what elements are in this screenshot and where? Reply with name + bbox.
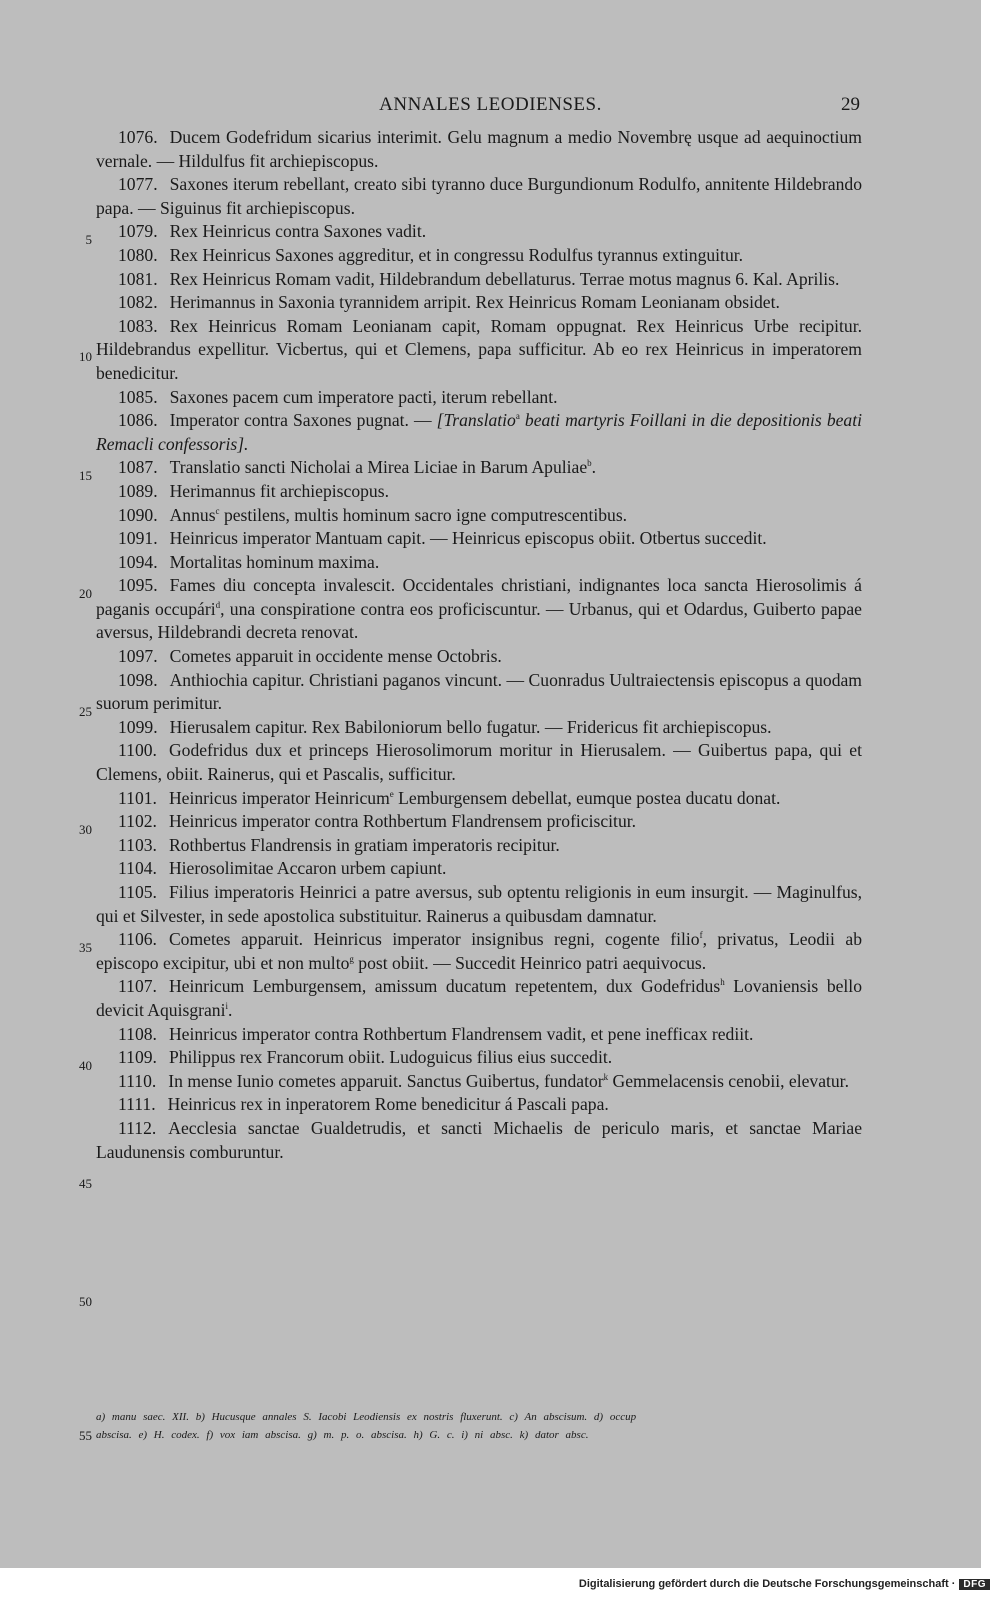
entry-year: 1080. — [118, 244, 158, 265]
entry-text: Philippus rex Francorum obiit. Ludoguicus filius eius succedit. — [168, 1047, 613, 1068]
entry-text: Rothbertus Flandrensis in gratiam imperatoris recipitur. — [168, 834, 560, 855]
annal-entry — [96, 315, 862, 386]
entry-text: In mense Iunio cometes apparuit. Sanctus Guibertus, fundator — [168, 1070, 604, 1091]
entry-text: Filius imperatoris Heinrici a patre aversus, sub optentu religionis in eum insurgit. — Maginulfus, qui et Silvester, in sede apostolica substituitur. Rainerus a quibusdam damnatur. — [96, 882, 862, 926]
entry-year: 1102. — [118, 811, 157, 832]
entry-year: 1100. — [118, 740, 157, 761]
entry-text: Translatio sancti Nicholai a Mirea Liciae in Barum Apuliae — [169, 457, 588, 478]
digitization-credit — [579, 1578, 990, 1590]
annal-entry — [96, 787, 862, 811]
entry-text: post obiit. — Succedit Heinrico patri aequivocus. — [353, 952, 707, 973]
entry-text: . — [591, 457, 597, 478]
entry-text: Cometes apparuit in occidente mense Octobris. — [169, 646, 502, 667]
annal-entry — [96, 1070, 862, 1094]
annal-entry — [96, 173, 862, 220]
line-number: 20 — [79, 586, 92, 601]
line-number: 35 — [79, 940, 92, 955]
entry-year: 1103. — [118, 834, 157, 855]
annal-entry — [96, 504, 862, 528]
footnotes-line-2: abscisa. e) H. codex. f) vox iam abscisa. g) m. p. o. abscisa. h) G. c. i) ni absc. k) dator absc. — [96, 1429, 589, 1441]
entry-text: Rex Heinricus Romam vadit, Hildebrandum debellaturus. Terrae motus magnus 6. Kal. Aprilis. — [169, 268, 840, 289]
annal-entry — [96, 975, 862, 1022]
footnote-marker: c — [215, 505, 220, 516]
entry-year: 1097. — [118, 646, 158, 667]
entry-year: 1111. — [118, 1094, 156, 1115]
entry-year: 1098. — [118, 669, 158, 690]
entry-text: Heinricus rex in inperatorem Rome benedicitur á Pascali papa. — [167, 1094, 609, 1115]
annal-entry — [96, 739, 862, 786]
line-number: 55 — [79, 1428, 92, 1443]
entry-text: Imperator contra Saxones pugnat. — — [169, 410, 432, 431]
entry-text: Ducem Godefridum sicarius interimit. Gelu magnum a medio Novembrę usque ad aequinoctium vernale. — Hildulfus fit archiepiscopus. — [96, 127, 862, 171]
entry-text: , una conspiratione contra eos proficiscuntur. — Urbanus, qui et Odardus, Guiberto papae aversus, Hildebrandi decreta renovat. — [96, 598, 862, 643]
entry-year: 1079. — [118, 221, 158, 242]
annal-entry — [96, 928, 862, 975]
annal-entry — [96, 574, 862, 645]
entry-year: 1112. — [118, 1117, 157, 1138]
dfg-logo: DFG — [959, 1579, 990, 1590]
entry-text: . — [228, 999, 233, 1020]
entry-text: Lovaniensis bello devicit Aquisgrani — [96, 976, 862, 1020]
entry-text: Gemmelacensis cenobii, elevatur. — [608, 1070, 849, 1091]
entry-text: Rex Heinricus contra Saxones vadit. — [169, 221, 427, 242]
entry-text: Hierosolimitae Accaron urbem capiunt. — [168, 858, 447, 879]
entry-text: Heinricus imperator Mantuam capit. — Heinricus episcopus obiit. Otbertus succedit. — [169, 528, 767, 549]
annal-entry — [96, 881, 862, 928]
credit-text: Digitalisierung gefördert durch die Deutsche Forschungsgemeinschaft · — [578, 1578, 956, 1590]
entry-text: pestilens, multis hominum sacro igne computrescentibus. — [219, 504, 628, 525]
annal-entry — [96, 716, 862, 740]
entry-text: , privatus, Leodii ab episcopo excipitur, ubi et non multo — [96, 929, 862, 973]
entry-italic-text: [Translatio — [436, 410, 516, 431]
entry-year: 1094. — [118, 551, 158, 572]
annals-body — [96, 126, 862, 1164]
entry-year: 1086. — [118, 410, 158, 431]
footnotes-line-1: a) manu saec. XII. b) Hucusque annales S. Iacobi Leodiensis ex nostris fluxerunt. c) An abscisum. d) occup — [96, 1411, 637, 1423]
entry-year: 1091. — [118, 528, 158, 549]
entry-text: Saxones pacem cum imperatore pacti, iterum rebellant. — [169, 386, 558, 407]
entry-text: Rex Heinricus Romam Leonianam capit, Romam oppugnat. Rex Heinricus Urbe recipitur. Hildebrandus expellitur. Vicbertus, qui et Clemens, papa sufficitur. Ab eo rex Heinricus in imperatorem benedicitur. — [96, 315, 862, 383]
line-number: 10 — [79, 349, 92, 364]
entry-text: Rex Heinricus Saxones aggreditur, et in congressu Rodulfus tyrannus extinguitur. — [169, 244, 744, 265]
annal-entry — [96, 268, 862, 292]
annal-entry — [96, 1023, 862, 1047]
line-number: 25 — [79, 704, 92, 719]
annal-entry — [96, 669, 862, 716]
annal-entry — [96, 409, 862, 456]
entry-year: 1104. — [118, 858, 157, 879]
footnote-marker: a — [515, 411, 520, 422]
entry-year: 1095. — [118, 575, 158, 596]
entry-year: 1105. — [118, 882, 157, 902]
entry-year: 1106. — [118, 929, 157, 950]
entry-year: 1089. — [118, 480, 158, 501]
entry-text: Heinricus imperator contra Rothbertum Flandrensem proficiscitur. — [168, 811, 637, 832]
annal-entry — [96, 220, 862, 244]
page-number: 29 — [841, 94, 860, 115]
annal-entry — [96, 480, 862, 504]
line-number: 5 — [85, 232, 92, 247]
footnote-marker: e — [389, 788, 394, 799]
annal-entry — [96, 1093, 862, 1117]
footnote-marker: b — [587, 458, 592, 469]
entry-text: Mortalitas hominum maxima. — [169, 551, 380, 572]
entry-text: Saxones iterum rebellant, creato sibi tyranno duce Burgundionum Rodulfo, annitente Hildebrando papa. — Siguinus fit archiepiscopus. — [96, 174, 862, 218]
annal-entry — [96, 834, 862, 858]
line-number: 30 — [79, 822, 92, 837]
entry-year: 1101. — [118, 787, 157, 808]
entry-year: 1085. — [118, 386, 158, 407]
footnote-marker: i — [225, 1001, 229, 1012]
footnote-marker: d — [215, 600, 221, 611]
entry-text: Godefridus dux et princeps Hierosolimorum moritur in Hierusalem. — Guibertus papa, qui et Clemens, obiit. Rainerus, qui et Pascalis, sufficitur. — [96, 740, 862, 785]
footnote-marker: g — [349, 953, 354, 964]
footnote-marker: f — [699, 930, 703, 941]
entry-year: 1108. — [118, 1023, 157, 1044]
line-number: 45 — [79, 1176, 92, 1191]
entry-text: Hierusalem capitur. Rex Babiloniorum bello fugatur. — Fridericus fit archiepiscopus. — [169, 716, 772, 737]
entry-year: 1083. — [118, 315, 158, 336]
annal-entry — [96, 456, 862, 480]
footnote-marker: h — [720, 977, 725, 988]
entry-year: 1107. — [118, 976, 157, 997]
entry-year: 1110. — [118, 1070, 157, 1091]
entry-year: 1090. — [118, 504, 158, 525]
entry-year: 1099. — [118, 716, 158, 737]
entry-text: Cometes apparuit. Heinricus imperator insignibus regni, cogente filio — [168, 929, 700, 950]
annal-entry — [96, 810, 862, 834]
entry-text: Heinricum Lemburgensem, amissum ducatum repetentem, dux Godefridus — [168, 976, 721, 997]
annal-entry — [96, 857, 862, 881]
entry-year: 1077. — [118, 174, 158, 195]
annal-entry — [96, 645, 862, 669]
annal-entry — [96, 126, 862, 173]
line-number: 40 — [79, 1058, 92, 1073]
entry-text: Lemburgensem debellat, eumque postea ducatu donat. — [393, 787, 781, 808]
entry-year: 1109. — [118, 1047, 157, 1068]
entry-year: 1076. — [118, 127, 158, 147]
line-number: 50 — [79, 1294, 92, 1309]
entry-text: Annus — [169, 504, 216, 525]
annal-entry — [96, 386, 862, 410]
entry-text: Heinricus imperator Heinricum — [168, 787, 390, 808]
entry-text: Herimannus fit archiepiscopus. — [169, 480, 389, 501]
entry-year: 1082. — [118, 292, 158, 313]
entry-text: Anthiochia capitur. Christiani paganos vincunt. — Cuonradus Uultraiectensis episcopus a quodam suorum perimitur. — [96, 669, 862, 714]
annal-entry — [96, 244, 862, 268]
line-number: 15 — [79, 468, 92, 483]
entry-text: Aecclesia sanctae Gualdetrudis, et sancti Michaelis de periculo maris, et sanctae Mariae Laudunensis comburuntur. — [96, 1117, 862, 1162]
footnote-marker: k — [603, 1071, 609, 1082]
entry-year: 1081. — [118, 268, 158, 289]
entry-text: Heinricus imperator contra Rothbertum Flandrensem vadit, et pene inefficax rediit. — [168, 1023, 754, 1044]
annal-entry — [96, 291, 862, 315]
running-header-title: ANNALES LEODIENSES. — [379, 94, 602, 115]
annal-entry — [96, 1117, 862, 1164]
entry-year: 1087. — [118, 457, 158, 478]
annal-entry — [96, 1046, 862, 1070]
annal-entry — [96, 527, 862, 551]
entry-text: Fames diu concepta invalescit. Occidentales christiani, indignantes loca sancta Hierosolimis á paganis occupári — [96, 575, 862, 619]
entry-italic-text: beati martyris Foillani in die depositionis beati Remacli confessoris]. — [96, 410, 862, 454]
entry-text: Herimannus in Saxonia tyrannidem arripit. Rex Heinricus Romam Leonianam obsidet. — [169, 292, 780, 313]
annal-entry — [96, 551, 862, 575]
